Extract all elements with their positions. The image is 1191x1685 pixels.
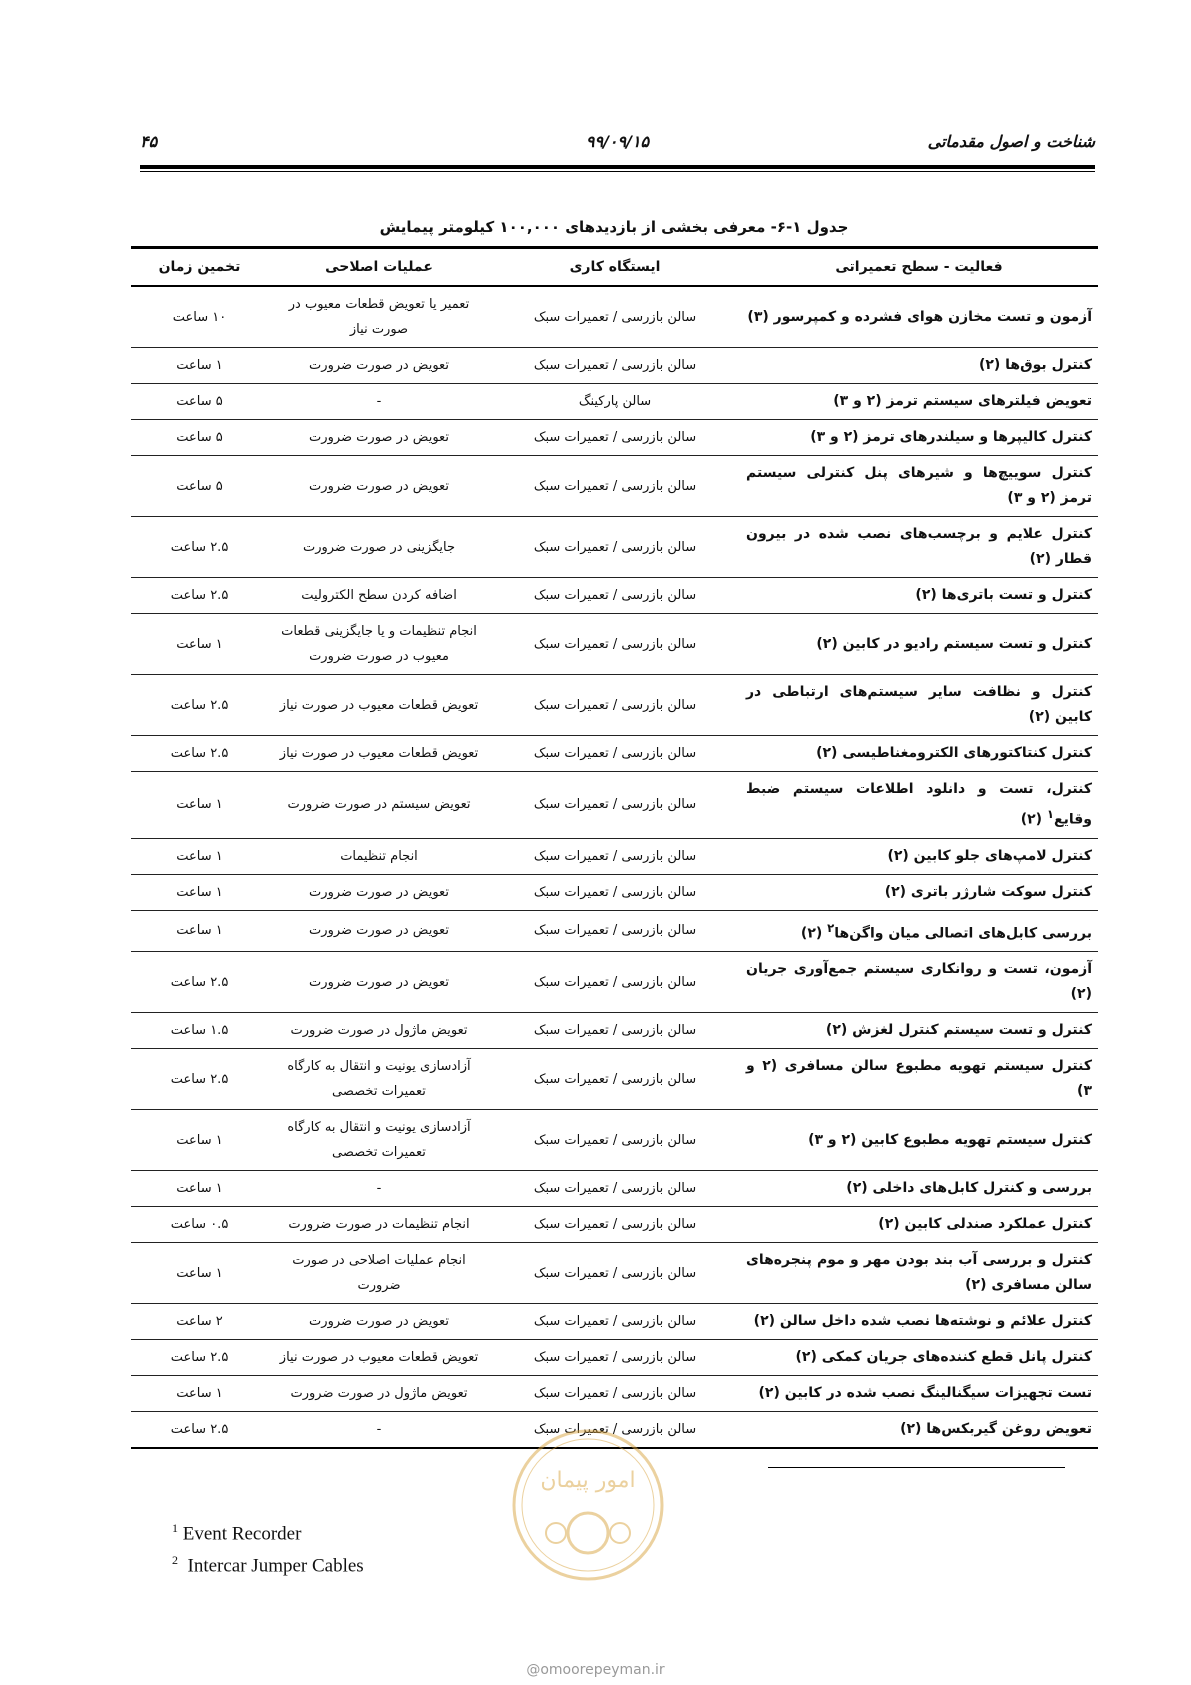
header-date: ۹۹/۰۹/۱۵ bbox=[585, 132, 650, 151]
activity-cell bbox=[740, 348, 1098, 384]
station-cell: سالن بازرسی / تعمیرات سبک bbox=[490, 578, 740, 614]
table-row bbox=[131, 838, 1098, 874]
activity-cell bbox=[740, 1304, 1098, 1340]
table-row bbox=[131, 1304, 1098, 1340]
time-cell: ۱ ساعت bbox=[131, 1110, 268, 1171]
time-cell: ۲ ساعت bbox=[131, 1304, 268, 1340]
station-cell: سالن بازرسی / تعمیرات سبک bbox=[490, 952, 740, 1013]
activity-cell bbox=[740, 614, 1098, 675]
station-cell: سالن بازرسی / تعمیرات سبک bbox=[490, 1171, 740, 1207]
running-header bbox=[140, 130, 1095, 160]
table-row bbox=[131, 348, 1098, 384]
activity-text: تست تجهیزات سیگنالینگ نصب شده در کابین (۲) bbox=[758, 1385, 1092, 1402]
table-row bbox=[131, 772, 1098, 839]
action-cell: تعویض قطعات معیوب در صورت نیاز bbox=[268, 675, 490, 736]
watermark-gear-small bbox=[610, 1523, 630, 1543]
watermark-logo-text: امور پیمان bbox=[540, 1468, 636, 1493]
watermark-gear bbox=[568, 1513, 608, 1553]
activity-text: کنترل و تست سیستم رادیو در کابین (۲) bbox=[816, 635, 1092, 652]
page-number: ۴۵ bbox=[140, 132, 158, 151]
table-row bbox=[131, 1376, 1098, 1412]
activity-text: کنترل، تست و دانلود اطلاعات سیستم ضبط وقایع bbox=[746, 781, 1092, 828]
activity-text: بررسی و کنترل کابل‌های داخلی (۲) bbox=[846, 1180, 1092, 1197]
station-cell: سالن بازرسی / تعمیرات سبک bbox=[490, 1243, 740, 1304]
action-cell: جایگزینی در صورت ضرورت bbox=[268, 517, 490, 578]
table-row bbox=[131, 286, 1098, 348]
station-cell: سالن بازرسی / تعمیرات سبک bbox=[490, 286, 740, 348]
time-cell: ۱ ساعت bbox=[131, 1243, 268, 1304]
header-action: عملیات اصلاحی bbox=[325, 259, 433, 275]
header-station: ایستگاه کاری bbox=[569, 259, 661, 275]
time-cell: ۱ ساعت bbox=[131, 772, 268, 839]
table-row bbox=[131, 952, 1098, 1013]
footnote-ref: ۱ bbox=[1046, 807, 1055, 821]
activity-cell bbox=[740, 1376, 1098, 1412]
activity-level: (۲) bbox=[1020, 811, 1047, 828]
activity-text: کنترل علایم و برچسب‌های نصب شده در بیرون قطار (۲) bbox=[746, 526, 1092, 567]
time-cell: ۲.۵ ساعت bbox=[131, 1340, 268, 1376]
action-cell: اضافه کردن سطح الکترولیت bbox=[268, 578, 490, 614]
activity-text: کنترل کنتاکتورهای الکترومغناطیسی (۲) bbox=[816, 745, 1092, 761]
time-cell: ۱ ساعت bbox=[131, 348, 268, 384]
activity-text: کنترل عملکرد صندلی کابین (۲) bbox=[878, 1216, 1092, 1233]
action-cell: تعویض در صورت ضرورت bbox=[268, 952, 490, 1013]
activity-text: کنترل لامپ‌های جلو کابین (۲) bbox=[887, 847, 1092, 864]
station-cell: سالن بازرسی / تعمیرات سبک bbox=[490, 456, 740, 517]
table-row bbox=[131, 420, 1098, 456]
action-cell: - bbox=[268, 1171, 490, 1207]
footnote-mark: 2 bbox=[172, 1553, 178, 1568]
activity-cell bbox=[740, 838, 1098, 874]
activity-cell bbox=[740, 1340, 1098, 1376]
table-row bbox=[131, 456, 1098, 517]
action-cell: انجام تنظیمات و یا جایگزینی قطعات معیوب در صورت ضرورت bbox=[268, 614, 490, 675]
footnote-text: Intercar Jumper Cables bbox=[187, 1555, 364, 1577]
action-cell: تعویض ماژول در صورت ضرورت bbox=[268, 1013, 490, 1049]
activity-text: کنترل سوییچ‌ها و شیرهای پنل کنترلی سیستم ترمز (۲ و ۳) bbox=[746, 465, 1092, 506]
table-row bbox=[131, 517, 1098, 578]
header-activity: فعالیت - سطح تعمیراتی bbox=[835, 259, 1003, 275]
table-row bbox=[131, 736, 1098, 772]
action-cell: تعویض قطعات معیوب در صورت نیاز bbox=[268, 1340, 490, 1376]
footnote-2 bbox=[172, 1547, 364, 1579]
action-cell: تعویض در صورت ضرورت bbox=[268, 420, 490, 456]
time-cell: ۱.۵ ساعت bbox=[131, 1013, 268, 1049]
time-cell: ۲.۵ ساعت bbox=[131, 1049, 268, 1110]
table-row bbox=[131, 910, 1098, 952]
footnote-ref: ۲ bbox=[827, 920, 835, 935]
footnote-mark: 1 bbox=[172, 1521, 178, 1535]
activity-cell bbox=[740, 910, 1098, 952]
activity-text: آزمون، تست و روانکاری سیستم جمع‌آوری جریان (۲) bbox=[746, 961, 1092, 1003]
table-row bbox=[131, 1110, 1098, 1171]
activity-cell bbox=[740, 736, 1098, 772]
activity-cell bbox=[740, 1110, 1098, 1171]
activity-level: (۲) bbox=[800, 925, 828, 942]
activity-text: کنترل و نظافت سایر سیستم‌های ارتباطی در کابین (۲) bbox=[746, 684, 1092, 725]
activity-cell bbox=[740, 772, 1098, 839]
action-cell: تعویض قطعات معیوب در صورت نیاز bbox=[268, 736, 490, 772]
station-cell: سالن بازرسی / تعمیرات سبک bbox=[490, 910, 740, 952]
watermark-url: @omoorepeyman.ir bbox=[526, 1662, 665, 1678]
station-cell: سالن بازرسی / تعمیرات سبک bbox=[490, 420, 740, 456]
station-cell: سالن بازرسی / تعمیرات سبک bbox=[490, 348, 740, 384]
table-row bbox=[131, 874, 1098, 910]
maintenance-table bbox=[131, 246, 1098, 1449]
activity-cell bbox=[740, 456, 1098, 517]
table-row bbox=[131, 1049, 1098, 1110]
activity-cell bbox=[740, 1049, 1098, 1110]
time-cell: ۲.۵ ساعت bbox=[131, 517, 268, 578]
watermark-scale bbox=[546, 1523, 566, 1543]
time-cell: ۱ ساعت bbox=[131, 1376, 268, 1412]
activity-cell bbox=[740, 1013, 1098, 1049]
activity-text: کنترل پانل قطع کننده‌های جریان کمکی (۲) bbox=[795, 1349, 1092, 1366]
table-row bbox=[131, 614, 1098, 675]
action-cell: تعمیر یا تعویض قطعات معیوب در صورت نیاز bbox=[268, 286, 490, 348]
activity-text: کنترل سیستم تهویه مطبوع سالن مسافری (۲ و ۳) bbox=[746, 1058, 1092, 1100]
table-header-row bbox=[131, 248, 1098, 287]
station-cell: سالن بازرسی / تعمیرات سبک bbox=[490, 874, 740, 910]
activity-text: تعویض روغن گیربکس‌ها (۲) bbox=[900, 1421, 1092, 1438]
activity-text: کنترل سیستم تهویه مطبوع کابین (۲ و ۳) bbox=[808, 1131, 1092, 1148]
time-cell: ۵ ساعت bbox=[131, 384, 268, 420]
action-cell: انجام تنظیمات bbox=[268, 838, 490, 874]
watermark-ring bbox=[514, 1431, 662, 1579]
table-row bbox=[131, 384, 1098, 420]
action-cell: تعویض در صورت ضرورت bbox=[268, 456, 490, 517]
action-cell: - bbox=[268, 1412, 490, 1449]
station-cell: سالن بازرسی / تعمیرات سبک bbox=[490, 736, 740, 772]
header-rule-thin bbox=[140, 171, 1095, 172]
station-cell: سالن بازرسی / تعمیرات سبک bbox=[490, 772, 740, 839]
activity-text: کنترل و بررسی آب بند بودن مهر و موم پنجره‌های سالن مسافری (۲) bbox=[746, 1252, 1092, 1294]
activity-text: کنترل کالیپرها و سیلندرهای ترمز (۲ و ۳) bbox=[810, 429, 1092, 445]
activity-cell bbox=[740, 420, 1098, 456]
station-cell: سالن بازرسی / تعمیرات سبک bbox=[490, 1304, 740, 1340]
time-cell: ۰.۵ ساعت bbox=[131, 1207, 268, 1243]
time-cell: ۲.۵ ساعت bbox=[131, 675, 268, 736]
activity-cell bbox=[740, 874, 1098, 910]
action-cell: تعویض ماژول در صورت ضرورت bbox=[268, 1376, 490, 1412]
table-row bbox=[131, 1207, 1098, 1243]
action-cell: تعویض در صورت ضرورت bbox=[268, 874, 490, 910]
activity-text: کنترل سوکت شارژر باتری (۲) bbox=[884, 883, 1092, 900]
book-title: شناخت و اصول مقدماتی bbox=[927, 132, 1095, 151]
table-row bbox=[131, 1013, 1098, 1049]
action-cell: تعویض سیستم در صورت ضرورت bbox=[268, 772, 490, 839]
activity-cell bbox=[740, 1171, 1098, 1207]
activity-text: کنترل و تست سیستم کنترل لغزش (۲) bbox=[825, 1022, 1092, 1039]
station-cell: سالن بازرسی / تعمیرات سبک bbox=[490, 1412, 740, 1449]
station-cell: سالن بازرسی / تعمیرات سبک bbox=[490, 614, 740, 675]
time-cell: ۱ ساعت bbox=[131, 614, 268, 675]
action-cell: انجام تنظیمات در صورت ضرورت bbox=[268, 1207, 490, 1243]
action-cell: تعویض در صورت ضرورت bbox=[268, 1304, 490, 1340]
activity-cell bbox=[740, 675, 1098, 736]
time-cell: ۲.۵ ساعت bbox=[131, 578, 268, 614]
activity-text: کنترل بوق‌ها (۲) bbox=[978, 357, 1092, 373]
station-cell: سالن پارکینگ bbox=[490, 384, 740, 420]
station-cell: سالن بازرسی / تعمیرات سبک bbox=[490, 1110, 740, 1171]
action-cell: آزادسازی یونیت و انتقال به کارگاه تعمیرات تخصصی bbox=[268, 1049, 490, 1110]
activity-text: آزمون و تست مخازن هوای فشرده و کمپرسور (۳) bbox=[747, 308, 1092, 325]
activity-cell bbox=[740, 517, 1098, 578]
action-cell: - bbox=[268, 384, 490, 420]
footnote-1 bbox=[172, 1515, 364, 1547]
station-cell: سالن بازرسی / تعمیرات سبک bbox=[490, 517, 740, 578]
activity-cell bbox=[740, 1243, 1098, 1304]
activity-text: تعویض فیلترهای سیستم ترمز (۲ و ۳) bbox=[833, 393, 1092, 409]
activity-text: بررسی کابل‌های اتصالی میان واگن‌ها bbox=[834, 925, 1092, 942]
table-row bbox=[131, 1171, 1098, 1207]
table-row bbox=[131, 675, 1098, 736]
activity-cell bbox=[740, 286, 1098, 348]
watermark-logo bbox=[508, 1425, 668, 1585]
table-row bbox=[131, 1340, 1098, 1376]
station-cell: سالن بازرسی / تعمیرات سبک bbox=[490, 1013, 740, 1049]
action-cell: آزادسازی یونیت و انتقال به کارگاه تعمیرات تخصصی bbox=[268, 1110, 490, 1171]
activity-cell bbox=[740, 384, 1098, 420]
station-cell: سالن بازرسی / تعمیرات سبک bbox=[490, 675, 740, 736]
watermark-ring-inner bbox=[522, 1439, 654, 1571]
table-caption: جدول ۱-۶- معرفی بخشی از بازدیدهای ۱۰۰,۰۰۰ کیلومتر پیمایش bbox=[379, 218, 849, 236]
activity-cell bbox=[740, 952, 1098, 1013]
station-cell: سالن بازرسی / تعمیرات سبک bbox=[490, 838, 740, 874]
activity-cell bbox=[740, 1412, 1098, 1449]
station-cell: سالن بازرسی / تعمیرات سبک bbox=[490, 1049, 740, 1110]
footnote-separator bbox=[768, 1467, 1065, 1468]
time-cell: ۵ ساعت bbox=[131, 456, 268, 517]
action-cell: انجام عملیات اصلاحی در صورت ضرورت bbox=[268, 1243, 490, 1304]
footnote-text: Event Recorder bbox=[182, 1523, 302, 1545]
time-cell: ۱ ساعت bbox=[131, 838, 268, 874]
footnotes bbox=[172, 1515, 364, 1580]
time-cell: ۵ ساعت bbox=[131, 420, 268, 456]
time-cell: ۲.۵ ساعت bbox=[131, 736, 268, 772]
station-cell: سالن بازرسی / تعمیرات سبک bbox=[490, 1376, 740, 1412]
activity-text: کنترل و تست باتری‌ها (۲) bbox=[915, 587, 1092, 603]
time-cell: ۲.۵ ساعت bbox=[131, 952, 268, 1013]
time-cell: ۲.۵ ساعت bbox=[131, 1412, 268, 1449]
time-cell: ۱ ساعت bbox=[131, 874, 268, 910]
table-row bbox=[131, 1243, 1098, 1304]
activity-cell bbox=[740, 578, 1098, 614]
station-cell: سالن بازرسی / تعمیرات سبک bbox=[490, 1207, 740, 1243]
activity-text: کنترل علائم و نوشته‌ها نصب شده داخل سالن (۲) bbox=[753, 1313, 1092, 1330]
action-cell: تعویض در صورت ضرورت bbox=[268, 910, 490, 952]
station-cell: سالن بازرسی / تعمیرات سبک bbox=[490, 1340, 740, 1376]
time-cell: ۱۰ ساعت bbox=[131, 286, 268, 348]
table-row bbox=[131, 578, 1098, 614]
action-cell: تعویض در صورت ضرورت bbox=[268, 348, 490, 384]
time-cell: ۱ ساعت bbox=[131, 910, 268, 952]
header-time: تخمین زمان bbox=[158, 259, 241, 275]
time-cell: ۱ ساعت bbox=[131, 1171, 268, 1207]
activity-cell bbox=[740, 1207, 1098, 1243]
header-rule-thick bbox=[140, 165, 1095, 169]
